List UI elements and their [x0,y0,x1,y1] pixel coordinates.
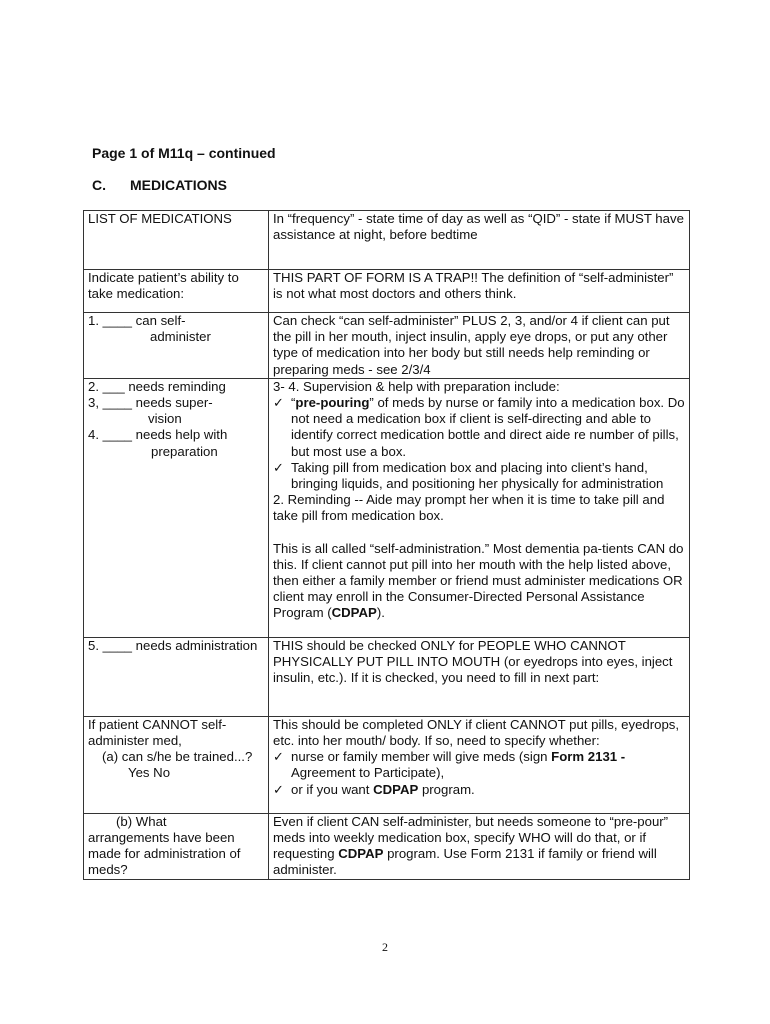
cdpap-term: CDPAP [373,781,419,797]
page-number: 2 [382,940,388,954]
arrangements-note: Even if client CAN self-administer, but needs someone to “pre-pour” meds into weekly medication box, specify WHO will do that, or if requesting CDPAP program. Use Form 2131 if family or friend will administer. [269,813,690,879]
form-2131-reference: Form 2131 - [551,749,626,765]
option-supervision[interactable]: 3, ____ needs super- [88,395,213,411]
section-heading [92,177,227,193]
option-reminding[interactable]: 2. ___ needs reminding [88,378,226,394]
reminding-note: 2. Reminding -- Aide may prompt her when it is time to take pill and take pill from medication box. [273,492,665,524]
cannot-self-administer-notes: This should be completed ONLY if client CANNOT put pills, eyedrops, etc. into her mouth/ body. If so, need to specify whether: ✓ nurse or family member will give meds (sign Form 2131 - Agreement to Participate), ✓ or if you want CDPAP program. [269,716,690,813]
option-needs-administration[interactable]: 5. ____ needs administration [84,637,269,716]
page-heading: Page 1 of M11q – continued [92,145,276,161]
table-row [84,813,690,879]
checkmark-icon: ✓ [273,395,285,411]
table-row [84,313,690,379]
option-label: preparation [151,443,218,459]
trap-warning: THIS PART OF FORM IS A TRAP!! The definition of “self-administer” is not what most doctors and others think. [269,270,690,313]
section-title: MEDICATIONS [130,177,227,193]
list-item: ✓ or if you want CDPAP program. [273,781,475,797]
list-item: ✓ Taking pill from medication box and placing into client’s hand, bringing liquids, and positioning her physically for administration [273,459,664,492]
yes-no-choice[interactable]: Yes No [128,765,171,781]
self-administer-note: Can check “can self-administer” PLUS 2, 3, and/or 4 if client can put the pill in her mouth, inject insulin, apply eye drops, or put any other type of medication into her body but still needs help reminding or preparing meds - see 2/3/4 [269,313,690,379]
list-item: ✓ “pre-pouring” of meds by nurse or family into a medication box. Do not need a medication box if client is self-directing and able to identify correct medication bottle and direct aide re number of pills, but most use a box. [273,395,685,459]
table-row [84,211,690,270]
table-row [84,637,690,716]
administration-note: THIS should be checked ONLY for PEOPLE WHO CANNOT PHYSICALLY PUT PILL INTO MOUTH (or eyedrops into eyes, inject insulin, etc.). If it is checked, you need to fill in next part: [269,637,690,716]
pre-pouring-term: pre-pouring [295,395,370,411]
list-of-medications-header: LIST OF MEDICATIONS [84,211,269,270]
ability-question: Indicate patient’s ability to take medication: [84,270,269,313]
checkmark-icon: ✓ [273,781,285,797]
supervision-intro: 3- 4. Supervision & help with preparation include: [273,378,560,394]
list-item: ✓ nurse or family member will give meds (sign Form 2131 - Agreement to Participate), [273,749,626,781]
table-row [84,716,690,813]
medications-table [83,210,690,880]
option-help-preparation[interactable]: 4. ____ needs help with [88,427,228,443]
cdpap-term: CDPAP [338,846,384,862]
option-self-administer[interactable] [84,313,269,379]
options-reminding-supervision-preparation [84,378,269,637]
supervision-notes [269,378,690,637]
option-label: vision [148,411,182,427]
option-label: administer [150,329,211,345]
table-row [84,378,690,637]
section-number: C. [92,177,106,193]
arrangements-question: (b) What arrangements have been made for administration of meds? [84,813,269,879]
option-label: 1. ____ can self- [88,313,186,328]
cannot-self-administer-question: If patient CANNOT self-administer med, (a) can s/he be trained...? Yes No [84,716,269,813]
table-row [84,270,690,313]
frequency-instructions: In “frequency” - state time of day as well as “QID” - state if MUST have assistance at night, before bedtime [269,211,690,270]
checkmark-icon: ✓ [273,459,285,475]
self-administration-paragraph: This is all called “self-administration.” Most dementia pa-tients CAN do this. If client cannot put pill into her mouth with the help listed above, then either a family member or friend must administer medications OR client may enroll in the Consumer-Directed Personal Assistance Program (CDPAP). [273,540,684,621]
checkmark-icon: ✓ [273,749,285,765]
